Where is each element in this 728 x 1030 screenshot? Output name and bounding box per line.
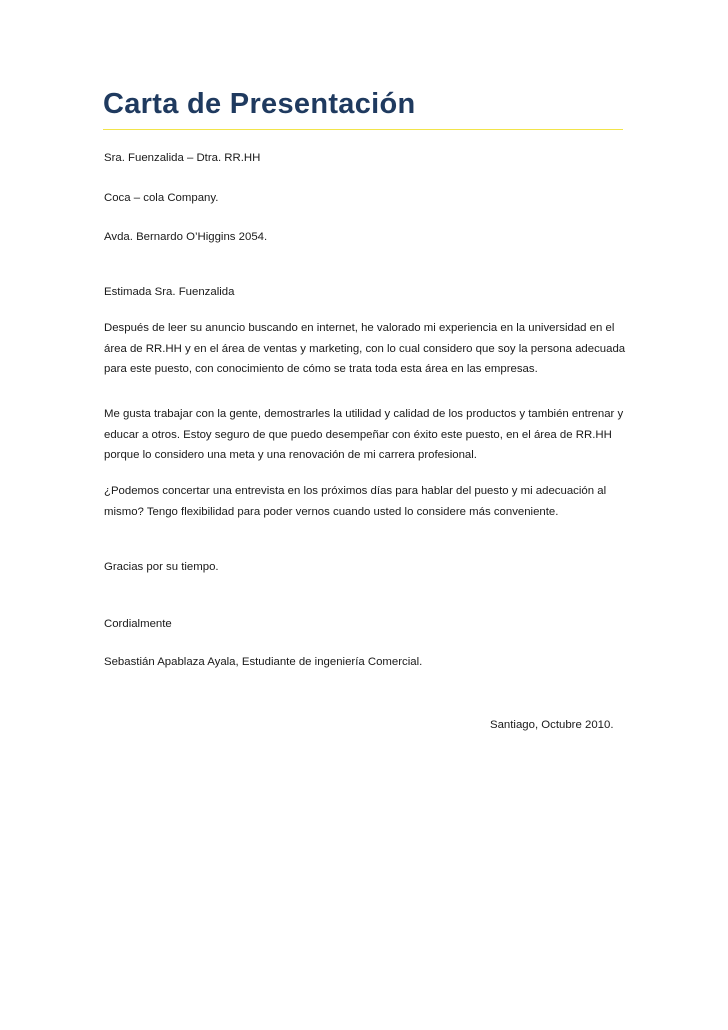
closing-line: Cordialmente xyxy=(104,618,172,630)
signature-line: Sebastián Apablaza Ayala, Estudiante de ingeniería Comercial. xyxy=(104,656,423,668)
company-line: Coca – cola Company. xyxy=(104,192,219,204)
body-paragraph-2: Me gusta trabajar con la gente, demostrarles la utilidad y calidad de los productos y también entrenar y educar a otros. Estoy seguro de que puedo desempeñar con éxito este puesto, en el área de RR.HH porque lo considero una meta y una renovación de mi carrera profesional. xyxy=(104,408,624,461)
greeting-line: Estimada Sra. Fuenzalida xyxy=(104,286,235,298)
thanks-line: Gracias por su tiempo. xyxy=(104,561,219,573)
letter-title: Carta de Presentación xyxy=(103,88,416,120)
body-paragraph-1: Después de leer su anuncio buscando en internet, he valorado mi experiencia en la universidad en el área de RR.HH y en el área de ventas y marketing, con lo cual considero que soy la persona adecuada para este puesto, con conocimiento de cómo se trata toda esta área en las empresas. xyxy=(104,322,626,375)
recipient-line: Sra. Fuenzalida – Dtra. RR.HH xyxy=(104,152,261,164)
title-underline-rule xyxy=(103,129,623,130)
place-date-line: Santiago, Octubre 2010. xyxy=(490,719,614,731)
address-line: Avda. Bernardo O’Higgins 2054. xyxy=(104,231,268,243)
body-paragraph-3: ¿Podemos concertar una entrevista en los próximos días para hablar del puesto y mi adecuación al mismo? Tengo flexibilidad para poder vernos cuando usted lo considere más conveniente. xyxy=(104,485,607,518)
